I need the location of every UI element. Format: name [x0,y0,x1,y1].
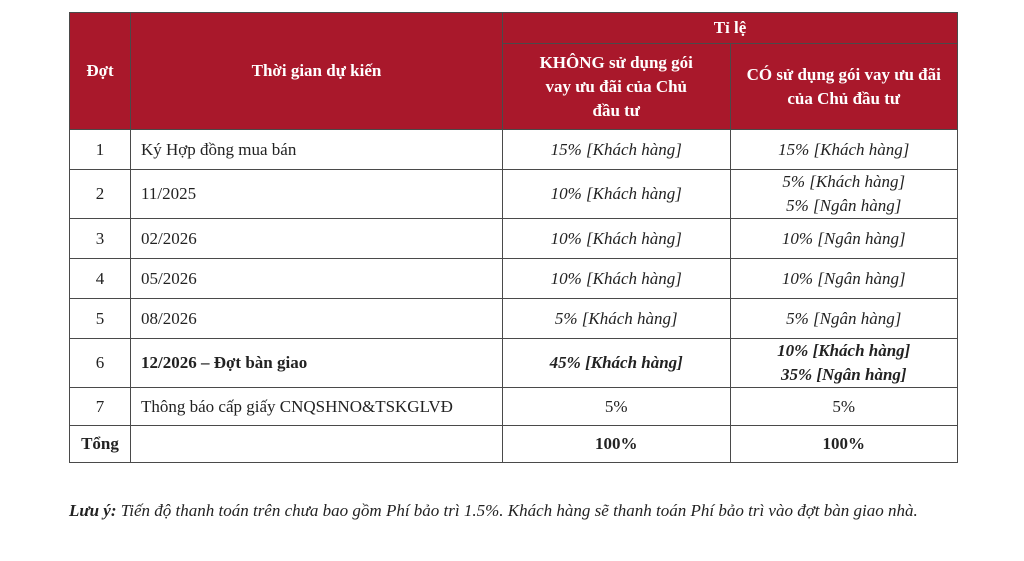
header-dot: Đợt [70,13,131,130]
table-row [70,170,958,219]
header-no-loan-line: vay ưu đãi của Chủ [545,76,688,96]
row-with-loan-line: 10% [Ngân hàng] [781,268,906,288]
row-with-loan-line: 15% [Khách hàng] [778,139,910,159]
row-time: 02/2026 [131,219,503,259]
row-no-loan: 10% [Khách hàng] [503,170,731,219]
row-dot: 7 [70,388,131,426]
payment-schedule-table [69,12,958,463]
row-dot: 1 [70,130,131,170]
table-row [70,388,958,426]
table-row [70,339,958,388]
row-no-loan: 5% [503,388,731,426]
row-dot: 5 [70,299,131,339]
row-time: 12/2026 – Đợt bàn giao [131,339,503,388]
row-no-loan: 10% [Khách hàng] [503,259,731,299]
row-time: Thông báo cấp giấy CNQSHNO&TSKGLVĐ [131,388,503,426]
row-with-loan-line: 35% [Ngân hàng] [780,365,907,384]
header-with-loan-line: của Chủ đầu tư [787,88,901,108]
header-with-loan [730,44,958,130]
row-no-loan: 10% [Khách hàng] [503,219,731,259]
total-with-loan: 100% [730,426,958,463]
row-with-loan [730,130,958,170]
row-with-loan-line: 5% [832,396,856,416]
footnote [69,492,969,529]
row-no-loan: 15% [Khách hàng] [503,130,731,170]
table-row [70,130,958,170]
row-with-loan [730,339,958,388]
row-with-loan-line: 5% [Khách hàng] [782,172,906,191]
header-with-loan-line: CÓ sử dụng gói vay ưu đãi [746,64,941,84]
header-no-loan-line: đầu tư [592,100,641,120]
table-body [70,130,958,463]
row-no-loan: 45% [Khách hàng] [503,339,731,388]
row-dot: 3 [70,219,131,259]
row-with-loan-line: 10% [Khách hàng] [777,341,911,360]
table-header [70,13,958,130]
header-no-loan-line: KHÔNG sử dụng gói [539,52,693,72]
row-with-loan [730,170,958,219]
row-time: 08/2026 [131,299,503,339]
row-with-loan-line: 5% [Ngân hàng] [786,308,902,328]
table-row [70,259,958,299]
header-time: Thời gian dự kiến [131,13,503,130]
footnote-text: Tiến độ thanh toán trên chưa bao gồm Phí bảo trì 1.5%. Khách hàng sẽ thanh toán Phí bảo trì vào đợt bàn giao nhà. [116,501,918,520]
header-rate: Tỉ lệ [503,13,958,44]
total-no-loan: 100% [503,426,731,463]
table-row [70,219,958,259]
total-label: Tổng [70,426,131,463]
row-time: Ký Hợp đồng mua bán [131,130,503,170]
row-with-loan [730,219,958,259]
row-with-loan-line: 5% [Ngân hàng] [786,196,902,215]
row-dot: 4 [70,259,131,299]
total-row [70,426,958,463]
row-dot: 2 [70,170,131,219]
row-dot: 6 [70,339,131,388]
total-time-empty [131,426,503,463]
header-no-loan [503,44,731,130]
row-with-loan [730,388,958,426]
row-time: 05/2026 [131,259,503,299]
row-with-loan [730,299,958,339]
footnote-label: Lưu ý: [69,501,117,520]
header-row-top [70,13,958,44]
row-with-loan-line: 10% [Ngân hàng] [781,228,906,248]
row-with-loan [730,259,958,299]
row-time: 11/2025 [131,170,503,219]
row-no-loan: 5% [Khách hàng] [503,299,731,339]
table-row [70,299,958,339]
